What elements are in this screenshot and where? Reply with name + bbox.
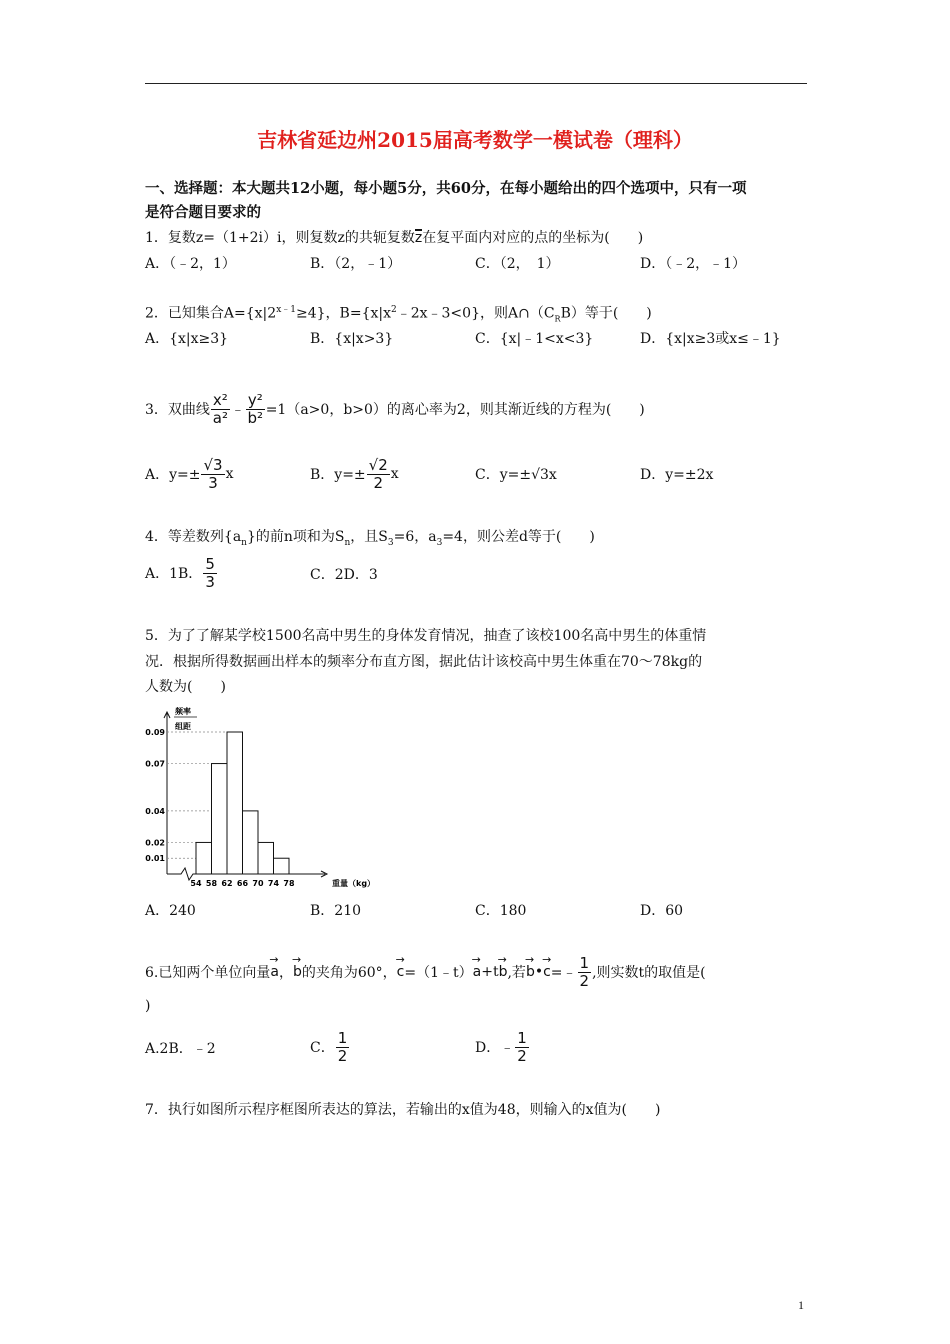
histogram-bar-54-58 — [196, 842, 212, 874]
q4-text-c: ，且S — [350, 529, 388, 545]
q6-text-e: ,则实数t的取值是( — [592, 965, 706, 981]
q3-optA-frac — [201, 455, 224, 492]
q4-sub3: 3 — [387, 537, 394, 548]
y-tick-label: 0.07 — [145, 759, 165, 769]
q2-text-b: ≥4}，B={x|x — [296, 305, 391, 322]
q3-fraction-y — [246, 390, 265, 427]
q4-text-a: 4．等差数列{a — [145, 529, 242, 545]
question-2 — [145, 302, 652, 323]
q3-optB-frac — [367, 455, 390, 492]
q3-f1-den: a² — [212, 408, 228, 427]
q6-eq: =﹣ — [550, 965, 577, 981]
conjugate-z: z — [414, 230, 423, 246]
q3-option-b — [310, 450, 399, 498]
q6-comma: ， — [278, 965, 293, 981]
q3-optB-num: √2 — [368, 455, 388, 474]
x-tick-label: 58 — [205, 879, 218, 888]
q3-text-b: =1（a>0，b>0）的离心率为2，则其渐近线的方程为( ) — [265, 402, 645, 418]
q4-options-ab — [145, 550, 218, 596]
question-7: 7．执行如图所示程序框图所表达的算法，若输出的x值为48，则输入的x值为( ) — [145, 1102, 661, 1118]
q3-option-c: C．y=±√3x — [475, 467, 557, 483]
q6-optC-pre: C． — [310, 1040, 335, 1056]
histogram-bar-62-66 — [227, 732, 243, 874]
q3-optB-pre: B．y=± — [310, 467, 366, 483]
q6-text-c: =（1﹣t） — [404, 965, 473, 981]
x-tick-label: 70 — [252, 879, 264, 888]
q2-option-b: B．{x|x>3} — [310, 331, 394, 347]
histogram-bar-66-70 — [243, 811, 259, 874]
q6-option-c — [310, 1024, 350, 1070]
q3-f2-num: y² — [247, 390, 263, 409]
y-label-bottom: 组距 — [175, 722, 191, 731]
q6-text-a: 6.已知两个单位向量 — [145, 965, 271, 981]
q3-minus: ﹣ — [230, 402, 245, 418]
vector-b-3: → b — [526, 964, 535, 980]
q6-optD-den: 2 — [517, 1046, 527, 1065]
q6-frac-den: 2 — [579, 971, 590, 990]
q1-text-b: 在复平面内对应的点的坐标为( ) — [422, 230, 644, 246]
vector-a: → a — [270, 964, 279, 980]
question-4 — [145, 526, 595, 548]
q6-optD-frac — [515, 1028, 529, 1065]
q5-option-a: A．240 — [145, 903, 196, 919]
y-tick-label: 0.02 — [145, 838, 165, 848]
histogram-bar-58-62 — [212, 764, 228, 874]
q3-optB-post: x — [390, 466, 399, 482]
header-rule — [145, 83, 807, 84]
q4-optB-den: 3 — [205, 572, 215, 591]
q4-optB-frac — [203, 554, 217, 591]
q4-sub-n2: n — [344, 537, 351, 548]
q3-f1-num: x² — [212, 390, 228, 409]
q2-option-d: D．{x|x≥3或x≤﹣1} — [640, 331, 781, 347]
q4-text-d: =6，a — [393, 529, 437, 545]
vector-c-2: → c — [543, 964, 551, 980]
vector-b-2: → b — [499, 964, 508, 980]
q4-text-b: }的前n项和为S — [246, 529, 345, 545]
q3-optB-den: 2 — [373, 473, 383, 492]
q3-fraction-x — [211, 390, 230, 427]
q1-option-a: A．（﹣2，1） — [145, 256, 236, 272]
x-tick-label: 74 — [267, 879, 280, 888]
page-number: 1 — [798, 1298, 804, 1312]
y-tick-label: 0.09 — [145, 728, 165, 737]
q6-line2: ) — [145, 998, 151, 1014]
histogram-bar-70-74 — [258, 842, 274, 874]
x-axis-label: 重量（kg） — [332, 879, 376, 888]
section-heading-line1: 一、选择题：本大题共12小题，每小题5分，共60分，在每小题给出的四个选项中，只有一项 — [145, 180, 747, 197]
q4-optAB: A．1B． — [145, 566, 203, 582]
q3-option-d: D．y=±2x — [640, 467, 714, 483]
q2-sup2: 2 — [390, 305, 397, 315]
y-tick-label: 0.01 — [145, 854, 165, 864]
y-label-top: 频率 — [175, 707, 191, 716]
q3-optA-pre: A．y=± — [145, 467, 201, 483]
q6-optC-den: 2 — [337, 1046, 348, 1065]
q2-text-d: B）等于( ) — [560, 305, 652, 322]
q6-plus-t: +t — [481, 964, 499, 980]
section-heading-line2: 是符合题目要求的 — [145, 204, 261, 221]
q1-option-b: B．（2，﹣1） — [310, 256, 402, 272]
q4-optB-num: 5 — [205, 554, 215, 573]
q5-option-d: D．60 — [640, 903, 684, 919]
q3-option-a — [145, 450, 234, 498]
vector-c: → c — [397, 964, 405, 980]
q6-option-d — [475, 1024, 530, 1070]
q6-optC-num: 1 — [337, 1028, 348, 1047]
q5-option-c: C．180 — [475, 903, 527, 919]
q3-f2-den: b² — [247, 408, 264, 427]
q1-option-c: C．（2， 1） — [475, 256, 560, 272]
vector-a-2: → a — [473, 964, 482, 980]
q5-line3: 人数为( ) — [145, 679, 226, 695]
q2-option-c: C．{x|﹣1<x<3} — [475, 331, 594, 347]
question-3 — [145, 384, 645, 434]
x-tick-label: 78 — [283, 879, 295, 888]
q4-text-e: =4，则公差d等于( ) — [442, 529, 595, 545]
q6-frac-num: 1 — [579, 953, 590, 972]
q2-text-c: ﹣2x﹣3<0}，则A∩（C — [396, 305, 555, 322]
q5-line1: 5．为了了解某学校1500名高中男生的身体发育情况，抽查了该校100名高中男生的体重情 — [145, 628, 707, 644]
q2-text-a: 2．已知集合A={x|2 — [145, 305, 277, 322]
q6-options-ab: A.2B．﹣2 — [145, 1041, 216, 1057]
q1-text-a: 1．复数z=（1+2i）i，则复数z的共轭复数 — [145, 230, 415, 246]
question-1 — [145, 227, 643, 247]
page-title: 吉林省延边州2015届高考数学一模试卷（理科） — [257, 128, 693, 152]
q6-optC-frac — [336, 1028, 350, 1065]
q6-fraction — [578, 953, 592, 990]
q4-sub-n: n — [241, 537, 247, 548]
q3-optA-den: 3 — [208, 473, 218, 492]
q5-option-b: B．210 — [310, 903, 362, 919]
x-tick-label: 54 — [190, 879, 202, 888]
vector-b: → b — [293, 964, 302, 980]
y-tick-label: 0.04 — [145, 806, 165, 816]
histogram-bar-74-78 — [274, 858, 290, 874]
q2-option-a: A．{x|x≥3} — [145, 331, 229, 347]
q6-text-d: ,若 — [507, 965, 526, 981]
q6-optD-pre: D．﹣ — [475, 1040, 515, 1056]
q6-text-b: 的夹角为60°， — [301, 965, 397, 981]
question-6 — [145, 950, 706, 994]
q5-line2: 况．根据所得数据画出样本的频率分布直方图，据此估计该校高中男生体重在70～78kg的 — [145, 654, 703, 670]
q2-sub: R — [554, 314, 561, 324]
x-tick-label: 66 — [236, 879, 249, 888]
q4-options-cd: C．2D．3 — [310, 567, 378, 583]
q2-sup: x﹣1 — [276, 305, 296, 315]
q3-label: 3．双曲线 — [145, 402, 210, 418]
x-tick-label: 62 — [221, 879, 233, 888]
q6-dot: • — [534, 964, 544, 980]
q3-optA-num: √3 — [203, 455, 223, 474]
q1-option-d: D．（﹣2，﹣1） — [640, 256, 747, 272]
q6-optD-num: 1 — [517, 1028, 527, 1047]
q3-optA-post: x — [225, 466, 234, 482]
frequency-histogram — [140, 702, 380, 894]
q4-sub3b: 3 — [436, 537, 443, 548]
